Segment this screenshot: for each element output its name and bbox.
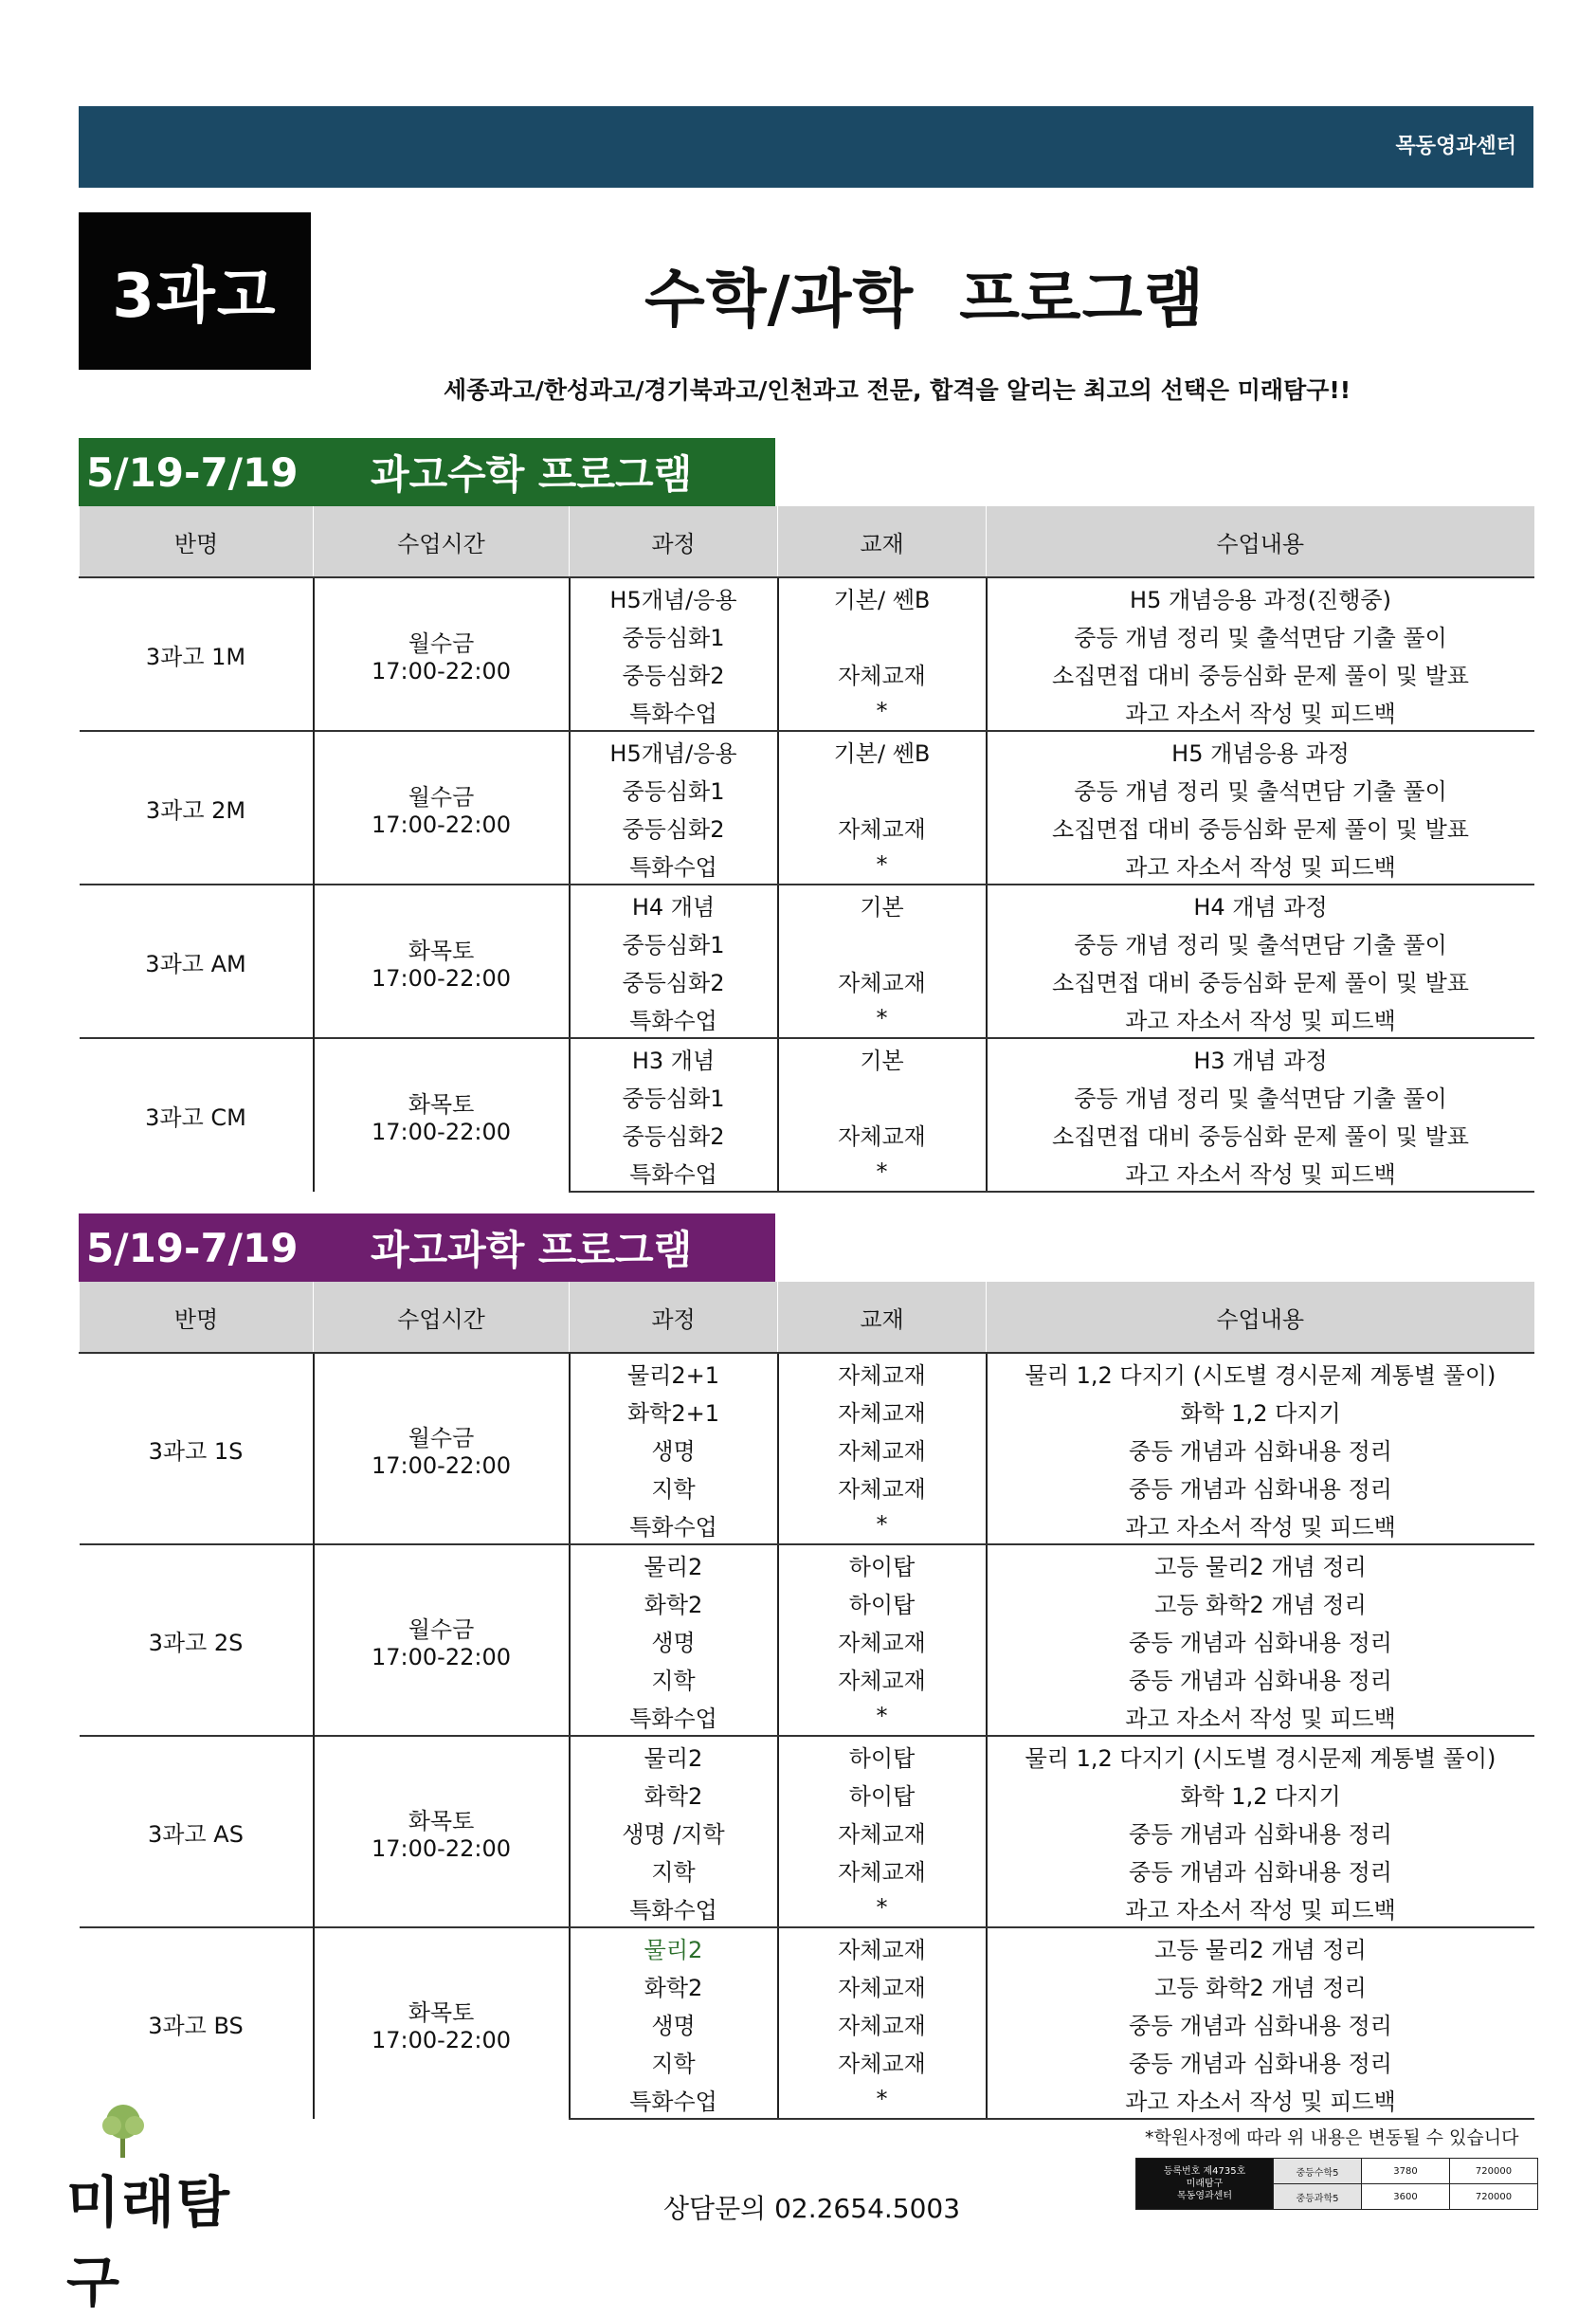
course-cell: 화학2 [570, 1775, 778, 1813]
course-cell: 중등심화1 [570, 923, 778, 961]
table-row [80, 1544, 1534, 1583]
textbook-cell: 자체교재 [778, 1392, 987, 1430]
class-time-cell [314, 731, 570, 885]
content-cell: H4 개념 과정 [987, 885, 1534, 923]
column-header: 교재 [778, 506, 987, 577]
course-cell: 중등심화1 [570, 616, 778, 654]
content-cell: 화학 1,2 다지기 [987, 1775, 1534, 1813]
class-days: 월수금 [408, 783, 475, 811]
table-header-row [80, 1282, 1534, 1353]
course-cell: 화학2 [570, 1966, 778, 2004]
class-name-cell: 3과고 1M [80, 577, 314, 731]
content-cell: 소집면접 대비 중등심화 문제 풀이 및 발표 [987, 808, 1534, 846]
page-title: 수학/과학 프로그램 [644, 263, 1206, 336]
column-header: 수업시간 [314, 506, 570, 577]
content-cell: 과고 자소서 작성 및 피드백 [987, 1153, 1534, 1192]
textbook-cell: * [778, 692, 987, 731]
content-cell: 소집면접 대비 중등심화 문제 풀이 및 발표 [987, 654, 1534, 692]
content-cell: 중등 개념과 심화내용 정리 [987, 2004, 1534, 2042]
course-cell: H4 개념 [570, 885, 778, 923]
content-cell: 중등 개념과 심화내용 정리 [987, 1468, 1534, 1505]
contact-info: 상담문의 02.2654.5003 [663, 2193, 961, 2224]
course-cell: 화학2 [570, 1583, 778, 1621]
content-cell: 과고 자소서 작성 및 피드백 [987, 2080, 1534, 2119]
textbook-cell: 기본 [778, 885, 987, 923]
textbook-cell: 기본/ 쎈B [778, 577, 987, 616]
course-cell: H5개념/응용 [570, 731, 778, 770]
class-time-cell [314, 1353, 570, 1544]
textbook-cell: 자체교재 [778, 1353, 987, 1392]
course-cell: 특화수업 [570, 1153, 778, 1192]
course-cell: 지학 [570, 1851, 778, 1888]
content-cell: 과고 자소서 작성 및 피드백 [987, 1697, 1534, 1736]
content-cell: 중등 개념 정리 및 출석면담 기출 풀이 [987, 1077, 1534, 1115]
textbook-cell: 자체교재 [778, 1813, 987, 1851]
table-row [80, 1353, 1534, 1392]
course-cell: 특화수업 [570, 1888, 778, 1927]
course-cell: 중등심화2 [570, 961, 778, 999]
textbook-cell: 자체교재 [778, 1659, 987, 1697]
textbook-cell [778, 923, 987, 961]
content-cell: 중등 개념과 심화내용 정리 [987, 2042, 1534, 2080]
page-subtitle: 세종과고/한성과고/경기북과고/인천과고 전문, 합격을 알리는 최고의 선택은 미래탐구!! [444, 376, 1351, 404]
column-header: 반명 [80, 1282, 314, 1353]
content-cell: 과고 자소서 작성 및 피드백 [987, 846, 1534, 885]
class-time-cell [314, 1736, 570, 1927]
class-days: 월수금 [408, 629, 475, 657]
class-name-cell: 3과고 2M [80, 731, 314, 885]
course-cell: 화학2+1 [570, 1392, 778, 1430]
class-hours: 17:00-22:00 [372, 964, 511, 992]
class-name-cell: 3과고 2S [80, 1544, 314, 1736]
course-cell: 특화수업 [570, 2080, 778, 2119]
content-cell: 중등 개념 정리 및 출석면담 기출 풀이 [987, 923, 1534, 961]
class-days: 월수금 [408, 1615, 475, 1643]
logo-text: 미래탐구 [66, 2170, 232, 2314]
tree-icon [95, 2103, 152, 2160]
textbook-cell: 자체교재 [778, 654, 987, 692]
class-name-cell: 3과고 AS [80, 1736, 314, 1927]
course-cell: 생명 [570, 1621, 778, 1659]
course-cell: 특화수업 [570, 1505, 778, 1544]
class-time-cell [314, 577, 570, 731]
content-cell: 중등 개념과 심화내용 정리 [987, 1430, 1534, 1468]
content-cell: 과고 자소서 작성 및 피드백 [987, 999, 1534, 1038]
textbook-cell: 자체교재 [778, 1621, 987, 1659]
content-cell: H5 개념응용 과정 [987, 731, 1534, 770]
content-cell: 화학 1,2 다지기 [987, 1392, 1534, 1430]
textbook-cell [778, 1077, 987, 1115]
textbook-cell: 하이탑 [778, 1736, 987, 1775]
class-time-cell [314, 885, 570, 1038]
registration-line: 등록번호 제4735호 [1163, 2166, 1246, 2177]
registration-line: 목동영과센터 [1177, 2191, 1232, 2201]
registration-course: 중등과학5 [1274, 2184, 1362, 2210]
course-cell: 지학 [570, 1468, 778, 1505]
registration-fee: 720000 [1450, 2184, 1538, 2210]
textbook-cell: 자체교재 [778, 961, 987, 999]
registration-table [1135, 2158, 1538, 2210]
change-notice: *학원사정에 따라 위 내용은 변동될 수 있습니다 [1145, 2127, 1519, 2148]
content-cell: 과고 자소서 작성 및 피드백 [987, 1888, 1534, 1927]
class-days: 화목토 [408, 937, 475, 964]
table-row [80, 885, 1534, 923]
class-name-cell: 3과고 BS [80, 1927, 314, 2119]
class-time-cell [314, 1544, 570, 1736]
content-cell: 고등 물리2 개념 정리 [987, 1927, 1534, 1966]
header-bar [79, 106, 1533, 188]
course-cell: 특화수업 [570, 846, 778, 885]
content-cell: 중등 개념과 심화내용 정리 [987, 1813, 1534, 1851]
class-days: 월수금 [408, 1424, 475, 1451]
course-cell: H5개념/응용 [570, 577, 778, 616]
course-cell: 중등심화2 [570, 808, 778, 846]
center-name: 목동영과센터 [1395, 135, 1516, 158]
textbook-cell: 자체교재 [778, 808, 987, 846]
academy-logo [66, 2103, 275, 2314]
textbook-cell: 자체교재 [778, 1468, 987, 1505]
class-hours: 17:00-22:00 [372, 1451, 511, 1479]
science-section-dates: 5/19-7/19 [86, 1224, 299, 1271]
registration-hours: 3600 [1362, 2184, 1450, 2210]
science-section-name: 과고과학 프로그램 [371, 1227, 693, 1273]
content-cell: 중등 개념과 심화내용 정리 [987, 1851, 1534, 1888]
course-cell: 특화수업 [570, 1697, 778, 1736]
textbook-cell: 하이탑 [778, 1775, 987, 1813]
content-cell: 과고 자소서 작성 및 피드백 [987, 692, 1534, 731]
textbook-cell: 자체교재 [778, 1966, 987, 2004]
textbook-cell: 하이탑 [778, 1544, 987, 1583]
textbook-cell: 하이탑 [778, 1583, 987, 1621]
class-hours: 17:00-22:00 [372, 1643, 511, 1670]
table-header-row [80, 506, 1534, 577]
course-cell: 지학 [570, 2042, 778, 2080]
science-section-banner [79, 1213, 775, 1282]
content-cell: 물리 1,2 다지기 (시도별 경시문제 계통별 풀이) [987, 1736, 1534, 1775]
column-header: 교재 [778, 1282, 987, 1353]
course-cell: H3 개념 [570, 1038, 778, 1077]
class-hours: 17:00-22:00 [372, 657, 511, 684]
math-schedule-table [79, 506, 1534, 1193]
course-cell: 중등심화1 [570, 770, 778, 808]
textbook-cell: * [778, 1505, 987, 1544]
content-cell: 고등 화학2 개념 정리 [987, 1966, 1534, 2004]
textbook-cell: 자체교재 [778, 1851, 987, 1888]
textbook-cell: 자체교재 [778, 2004, 987, 2042]
content-cell: 중등 개념과 심화내용 정리 [987, 1659, 1534, 1697]
content-cell: 중등 개념 정리 및 출석면담 기출 풀이 [987, 770, 1534, 808]
table-row [80, 1736, 1534, 1775]
content-cell: 고등 물리2 개념 정리 [987, 1544, 1534, 1583]
course-cell: 물리2 [570, 1544, 778, 1583]
class-days: 화목토 [408, 1091, 475, 1118]
course-cell: 특화수업 [570, 999, 778, 1038]
table-row [80, 577, 1534, 616]
column-header: 과정 [570, 506, 778, 577]
content-cell: 물리 1,2 다지기 (시도별 경시문제 계통별 풀이) [987, 1353, 1534, 1392]
class-hours: 17:00-22:00 [372, 2027, 511, 2053]
column-header: 수업내용 [987, 506, 1534, 577]
column-header: 반명 [80, 506, 314, 577]
content-cell: 고등 화학2 개념 정리 [987, 1583, 1534, 1621]
science-schedule-table [79, 1282, 1534, 2120]
textbook-cell: * [778, 2080, 987, 2119]
textbook-cell: * [778, 1697, 987, 1736]
content-cell: 중등 개념 정리 및 출석면담 기출 풀이 [987, 616, 1534, 654]
math-section-dates: 5/19-7/19 [86, 448, 299, 496]
class-name-cell: 3과고 1S [80, 1353, 314, 1544]
class-days: 화목토 [408, 1999, 475, 2026]
class-hours: 17:00-22:00 [372, 1119, 511, 1145]
course-cell: 생명 [570, 2004, 778, 2042]
registration-course: 중등수학5 [1274, 2159, 1362, 2184]
textbook-cell: * [778, 846, 987, 885]
course-cell: 중등심화1 [570, 1077, 778, 1115]
class-time-cell [314, 1038, 570, 1192]
table-row [80, 1927, 1534, 1966]
course-cell: 중등심화2 [570, 654, 778, 692]
class-name-cell: 3과고 CM [80, 1038, 314, 1192]
math-section-name: 과고수학 프로그램 [371, 451, 693, 498]
textbook-cell: 자체교재 [778, 1430, 987, 1468]
table-row [80, 1038, 1534, 1077]
textbook-cell [778, 616, 987, 654]
column-header: 과정 [570, 1282, 778, 1353]
class-days: 화목토 [408, 1807, 475, 1834]
textbook-cell: 기본 [778, 1038, 987, 1077]
textbook-cell: 자체교재 [778, 1927, 987, 1966]
class-hours: 17:00-22:00 [372, 811, 511, 838]
content-cell: 과고 자소서 작성 및 피드백 [987, 1505, 1534, 1544]
course-cell: 물리2 [570, 1736, 778, 1775]
registration-hours: 3780 [1362, 2159, 1450, 2184]
textbook-cell: * [778, 1153, 987, 1192]
registration-line: 미래탐구 [1186, 2179, 1224, 2189]
school-badge: 3과고 [79, 212, 311, 370]
content-cell: 중등 개념과 심화내용 정리 [987, 1621, 1534, 1659]
class-hours: 17:00-22:00 [372, 1834, 511, 1862]
course-cell: 생명 [570, 1430, 778, 1468]
textbook-cell: 기본/ 쎈B [778, 731, 987, 770]
course-cell: 물리2+1 [570, 1353, 778, 1392]
class-name-cell: 3과고 AM [80, 885, 314, 1038]
registration-fee: 720000 [1450, 2159, 1538, 2184]
content-cell: H5 개념응용 과정(진행중) [987, 577, 1534, 616]
registration-info [1136, 2159, 1274, 2210]
course-cell: 물리2 [570, 1927, 778, 1966]
textbook-cell [778, 770, 987, 808]
math-section-banner [79, 438, 775, 506]
course-cell: 특화수업 [570, 692, 778, 731]
textbook-cell: * [778, 999, 987, 1038]
content-cell: 소집면접 대비 중등심화 문제 풀이 및 발표 [987, 961, 1534, 999]
course-cell: 중등심화2 [570, 1115, 778, 1153]
content-cell: 소집면접 대비 중등심화 문제 풀이 및 발표 [987, 1115, 1534, 1153]
course-cell: 생명 /지학 [570, 1813, 778, 1851]
content-cell: H3 개념 과정 [987, 1038, 1534, 1077]
column-header: 수업시간 [314, 1282, 570, 1353]
column-header: 수업내용 [987, 1282, 1534, 1353]
table-row [80, 731, 1534, 770]
textbook-cell: 자체교재 [778, 2042, 987, 2080]
course-cell: 지학 [570, 1659, 778, 1697]
textbook-cell: 자체교재 [778, 1115, 987, 1153]
textbook-cell: * [778, 1888, 987, 1927]
class-time-cell [314, 1927, 570, 2119]
